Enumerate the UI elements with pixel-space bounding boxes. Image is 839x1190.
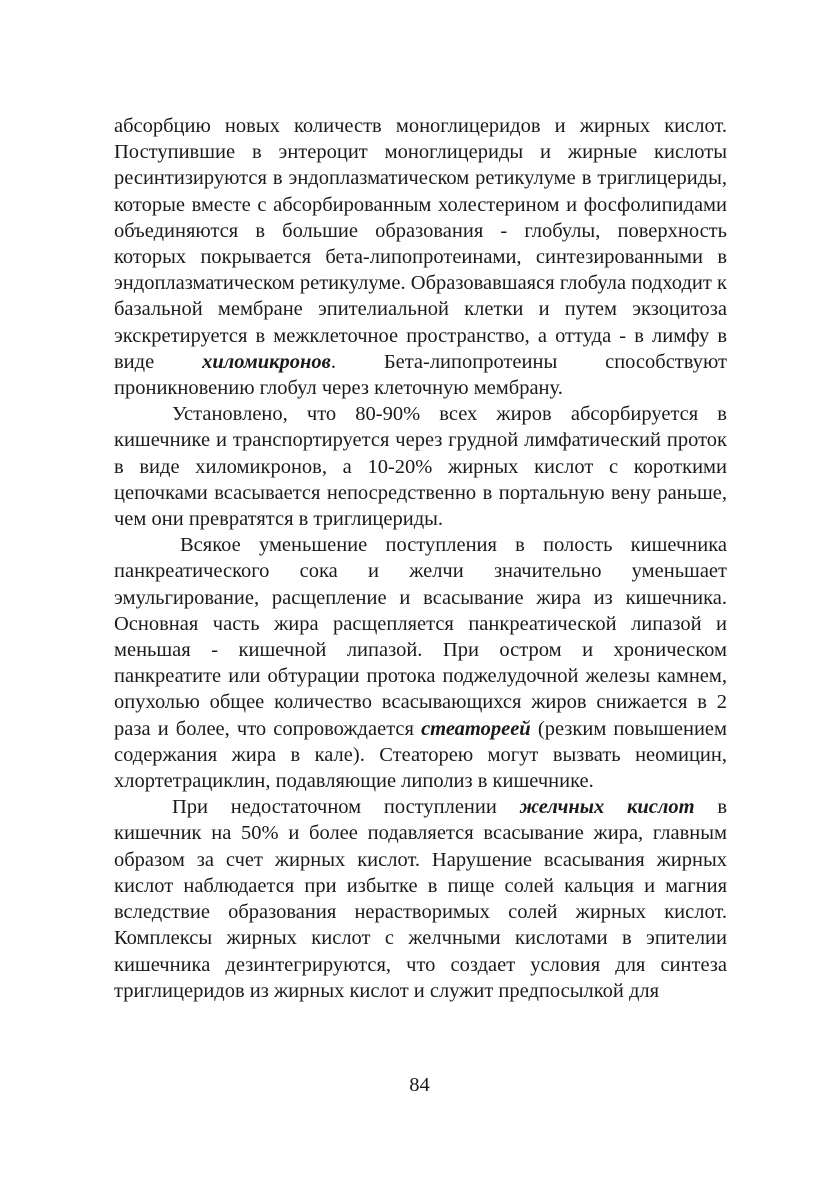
text-segment: При недостаточном поступлении	[172, 796, 520, 819]
body-text	[114, 113, 727, 1004]
emphasis-term-steatorrhea: стеатореей	[421, 717, 531, 740]
emphasis-term-chylomicrons: хиломикронов	[202, 350, 331, 373]
text-segment: (резким повышением содержания жира в кале). Стеаторею могут вызвать неомицин, хлортетрациклин, подавляющие липолиз в кишечнике.	[114, 717, 728, 793]
paragraph-4	[114, 794, 727, 1004]
text-segment: абсорбцию новых количеств моноглицеридов и жирных кислот. Поступившие в энтероцит моноглицериды и жирные кислоты ресинтизируются в эндоплазматическом ретикулуме в триглицериды, которые вместе с абсорбированным холестерином и фосфолипидами объединяются в большие образования - глобулы, поверхность которых покрывается бета-липопротеинами, синтезированными в эндоплазматическом ретикулуме. Образовавшаяся глобула подходит к базальной мембране эпителиальной клетки и путем экзоцитоза экскретируется в межклеточное пространство, а оттуда - в лимфу в виде	[114, 115, 727, 373]
text-segment: . Бета-липопротеины способствуют проникновению глобул через клеточную мембрану.	[114, 350, 727, 400]
text-segment: Всякое уменьшение поступления в полость кишечника панкреатического сока и желчи значительно уменьшает эмульгирование, расщепление и всасывание жира из кишечника. Основная часть жира расщепляется панкреатической липазой и меньшая - кишечной липазой. При остром и хроническом панкреатите или обтурации протока поджелудочной железы камнем, опухолью общее количество всасывающихся жиров снижается в 2 раза и более, что сопровождается	[114, 534, 727, 740]
text-segment: Установлено, что 80-90% всех жиров абсорбируется в кишечнике и транспортируется через грудной лимфатический проток в виде хиломикронов, а 10-20% жирных кислот с короткими цепочками всасывается непосредственно в портальную вену раньше, чем они превратятся в триглицериды.	[114, 403, 727, 531]
paragraph-2	[114, 401, 727, 532]
paragraph-3	[114, 532, 727, 794]
paragraph-1	[114, 113, 727, 401]
page-number: 84	[409, 1074, 430, 1096]
emphasis-term-bile-acids: желчных кислот	[519, 796, 695, 819]
text-segment: в кишечник на 50% и более подавляется всасывание жира, главным образом за счет жирных кислот. Нарушение всасывания жирных кислот наблюдается при избытке в пище солей кальция и магния вследствие образования нерастворимых солей жирных кислот. Комплексы жирных кислот с желчными кислотами в эпителии кишечника дезинтегрируются, что создает условия для синтеза триглицеридов из жирных кислот и служит предпосылкой для	[114, 796, 727, 1002]
